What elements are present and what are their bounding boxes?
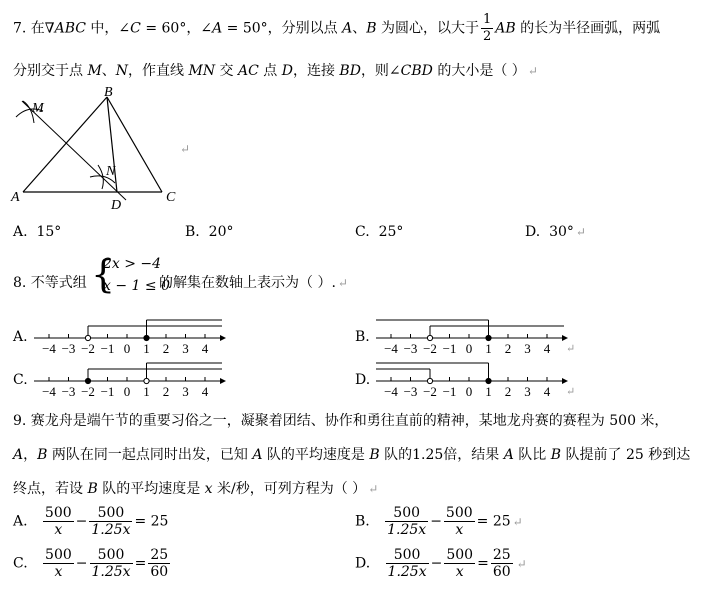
tick-label: 3	[182, 384, 189, 399]
axis-arrow-icon	[562, 335, 568, 341]
q7-text: 、	[352, 20, 367, 37]
paragraph-mark-icon: ↵	[566, 386, 576, 398]
q9-text: 队比	[513, 447, 551, 463]
numerator: 500	[44, 505, 72, 521]
q7-point-a: A	[342, 20, 353, 37]
q9-text: 两队在同一起点同时出发，已知	[47, 447, 253, 463]
q7-angle-a: A	[212, 20, 223, 37]
half-fraction	[481, 12, 493, 45]
q7-angle-c: C	[130, 20, 141, 37]
open-dot	[427, 378, 432, 383]
q7-text: ，作直线	[128, 63, 189, 79]
paragraph-mark-icon: ↵	[180, 142, 191, 156]
q9-text: 终点，若设	[13, 481, 88, 497]
label-d: D	[111, 198, 122, 213]
q9-team-a: A	[252, 447, 263, 463]
minus-sign: −	[75, 555, 88, 572]
option-label: C.	[355, 224, 370, 240]
tick-label: −4	[42, 341, 56, 356]
q9-team-b: B	[550, 447, 562, 463]
option-label: D.	[355, 555, 371, 572]
q7-text: = 60°，∠	[140, 20, 213, 37]
brace-icon: {	[91, 252, 116, 296]
minus-sign: −	[430, 555, 443, 572]
fraction	[148, 547, 170, 580]
q8-option-d-label[interactable]: D.	[355, 372, 371, 388]
numerator: 500	[385, 505, 428, 522]
denominator: 1.25x	[91, 564, 131, 580]
tick-label: −4	[42, 384, 56, 399]
tick-label: 4	[201, 341, 209, 356]
tick-label: −3	[403, 384, 418, 399]
tick-label: 0	[123, 341, 131, 356]
numerator: 500	[90, 547, 133, 564]
tick-label: 3	[524, 384, 531, 399]
q7-cbd: CBD	[400, 63, 433, 79]
q7-option-c[interactable]	[355, 224, 403, 240]
option-text: 20°	[208, 224, 234, 240]
closed-dot	[85, 378, 90, 383]
axis-arrow-icon	[220, 335, 226, 341]
closed-dot	[486, 335, 491, 340]
denominator: x	[455, 522, 464, 538]
q8-suffix: 的解集在数轴上表示为（ ）.	[159, 275, 336, 291]
fraction	[386, 547, 429, 580]
label-a: A	[11, 190, 20, 205]
tick-label: −1	[442, 384, 457, 399]
half-denominator: 2	[482, 29, 492, 44]
tick-label: 0	[465, 384, 473, 399]
q7-line1	[13, 12, 660, 45]
fraction	[385, 505, 428, 538]
q9-option-d[interactable]	[355, 547, 527, 580]
fraction	[43, 505, 74, 538]
denominator: 1.25x	[387, 564, 427, 580]
equals-sign: =	[134, 555, 147, 572]
fraction	[90, 547, 133, 580]
q7-text: 点	[258, 63, 282, 79]
option-label: B.	[355, 513, 370, 530]
tick-label: −2	[423, 341, 437, 356]
tick-label: 0	[123, 384, 131, 399]
denominator: x	[54, 522, 63, 538]
q7-text: 、	[101, 63, 116, 79]
tick-label: −4	[384, 384, 398, 399]
q7-abc: ABC	[54, 20, 86, 37]
number-line-b[interactable]	[372, 312, 576, 358]
q7-option-d[interactable]	[525, 224, 586, 240]
q9-option-a[interactable]	[13, 505, 168, 538]
q9-text: ，	[23, 447, 38, 463]
paragraph-mark-icon: ↵	[512, 514, 523, 529]
fraction	[444, 547, 475, 580]
q9-text: 队的1.25倍，结果	[379, 447, 504, 463]
q7-point-b: B	[366, 20, 377, 37]
tick-label: −3	[403, 341, 418, 356]
paragraph-mark-icon: ↵	[566, 343, 576, 355]
denominator: x	[54, 564, 63, 580]
option-text: 25°	[378, 224, 404, 240]
tick-label: 2	[504, 384, 512, 399]
q9-option-c[interactable]	[13, 547, 172, 580]
numerator: 500	[445, 505, 473, 521]
denominator: 1.25x	[91, 522, 131, 538]
paragraph-mark-icon: ↵	[337, 276, 348, 290]
numerator: 500	[446, 547, 474, 563]
tick-label: 1	[485, 341, 492, 356]
denominator: 60	[150, 564, 169, 580]
paragraph-mark-icon: ↵	[527, 64, 538, 78]
tick-label: 4	[543, 341, 551, 356]
rhs: = 25	[476, 513, 511, 530]
q9-line3	[13, 478, 378, 498]
q7-text: 分别交于点	[13, 63, 88, 79]
q9-line2	[13, 444, 690, 464]
rhs: = 25	[134, 513, 169, 530]
q9-text: 队提前了 25 秒到达	[561, 447, 691, 463]
q7-ac: AC	[238, 63, 259, 79]
q9-team-b: B	[87, 481, 98, 497]
q7-line2	[13, 60, 538, 80]
denominator: 60	[492, 564, 511, 580]
q9-team-a: A	[13, 447, 24, 463]
tick-label: −1	[100, 384, 115, 399]
q8-prefix: 8. 不等式组	[13, 275, 87, 291]
open-dot	[144, 378, 149, 383]
numerator: 500	[45, 547, 72, 563]
tick-label: 2	[162, 341, 170, 356]
fraction	[444, 505, 475, 538]
q7-text: 的长为半径画弧，两弧	[515, 20, 661, 37]
option-label: C.	[13, 555, 28, 572]
q7-text: ，则∠	[360, 63, 401, 79]
label-b: B	[104, 85, 113, 100]
q7-text: ，连接	[292, 63, 340, 79]
q7-ab: AB	[495, 20, 516, 37]
axis-arrow-icon	[220, 378, 226, 384]
q8-option-a-label[interactable]: A.	[13, 329, 28, 345]
minus-sign: −	[75, 513, 88, 530]
q8-option-b-label[interactable]: B.	[355, 329, 370, 345]
number-line-d[interactable]	[372, 355, 576, 401]
tick-label: 3	[182, 341, 189, 356]
denominator: x	[455, 564, 464, 580]
q7-point-d: D	[281, 63, 293, 79]
q9-line1: 9. 赛龙舟是端午节的重要习俗之一，凝聚着团结、协作和勇往直前的精神，某地龙舟赛的赛程为 500 米，	[13, 413, 669, 429]
axis-arrow-icon	[562, 378, 568, 384]
triangle-figure	[10, 85, 195, 215]
fraction	[89, 505, 132, 538]
minus-sign: −	[430, 513, 442, 530]
tick-label: −1	[442, 341, 457, 356]
open-dot	[427, 335, 432, 340]
tick-label: −2	[423, 384, 437, 399]
option-label: B.	[185, 224, 200, 240]
tick-label: 1	[143, 341, 150, 356]
q8-option-c-label[interactable]: C.	[13, 372, 28, 388]
q9-variable-x: x	[204, 481, 213, 497]
numerator: 25	[150, 547, 169, 563]
option-label: A.	[13, 513, 28, 530]
q7-text: 中，∠	[85, 20, 131, 37]
q9-text: 队的平均速度是	[262, 447, 370, 463]
tick-label: −1	[100, 341, 115, 356]
inequality-2: x − 1 ≤ 0	[103, 278, 170, 294]
numerator: 500	[386, 547, 429, 564]
tick-label: 0	[465, 341, 473, 356]
q7-point-m: M	[87, 63, 102, 79]
fraction	[491, 547, 513, 580]
q7-text: 7. 在∇	[13, 20, 55, 37]
numerator: 500	[89, 505, 132, 522]
paragraph-mark-icon: ↵	[575, 225, 586, 239]
q7-text: 的大小是（ ）	[432, 63, 526, 79]
numerator: 25	[492, 547, 511, 563]
number-line-a[interactable]	[30, 312, 230, 358]
option-label: D.	[525, 224, 541, 240]
tick-label: 1	[143, 384, 150, 399]
half-numerator: 1	[482, 12, 492, 27]
tick-label: 2	[162, 384, 170, 399]
q9-text: 米/秒，可列方程为（ ）	[212, 481, 367, 497]
arc-n2	[98, 165, 103, 189]
closed-dot	[486, 378, 491, 383]
q7-mn: MN	[188, 63, 216, 79]
number-line-c[interactable]	[30, 355, 230, 401]
tick-label: 3	[524, 341, 531, 356]
label-m: M	[32, 101, 44, 116]
fraction	[43, 547, 74, 580]
denominator: 1.25x	[387, 522, 427, 538]
tick-label: −3	[61, 341, 76, 356]
tick-label: −2	[81, 341, 95, 356]
tick-label: 4	[543, 384, 551, 399]
option-label: A.	[13, 224, 28, 240]
equals-sign: =	[477, 555, 489, 572]
q7-option-b[interactable]	[185, 224, 233, 240]
q9-team-b: B	[37, 447, 48, 463]
tick-label: −4	[384, 341, 398, 356]
q7-bd: BD	[339, 63, 361, 79]
q7-text: 为圆心，以大于	[376, 20, 479, 37]
q7-option-a[interactable]	[13, 224, 61, 240]
q7-point-n: N	[115, 63, 129, 79]
q8-line	[13, 272, 87, 292]
tick-label: −3	[61, 384, 76, 399]
tick-label: −2	[81, 384, 95, 399]
tick-label: 4	[201, 384, 209, 399]
paragraph-mark-icon: ↵	[516, 556, 527, 571]
q9-text: 队的平均速度是	[97, 481, 205, 497]
q8-suffix-wrap	[159, 272, 348, 292]
option-text: 30°	[549, 224, 574, 240]
paragraph-mark-icon: ↵	[368, 482, 379, 496]
tick-label: 1	[485, 384, 492, 399]
tick-label: 2	[504, 341, 512, 356]
label-c: C	[166, 190, 176, 205]
q7-text: = 50°，分别以点	[222, 20, 343, 37]
q9-team-b: B	[369, 447, 380, 463]
inequality-1: 2x > −4	[103, 256, 162, 272]
label-n: N	[106, 164, 116, 179]
option-text: 15°	[36, 224, 62, 240]
open-dot	[85, 335, 90, 340]
q9-option-b[interactable]	[355, 505, 523, 538]
q7-text: 交	[215, 63, 238, 79]
q9-team-a: A	[503, 447, 514, 463]
closed-dot	[144, 335, 149, 340]
